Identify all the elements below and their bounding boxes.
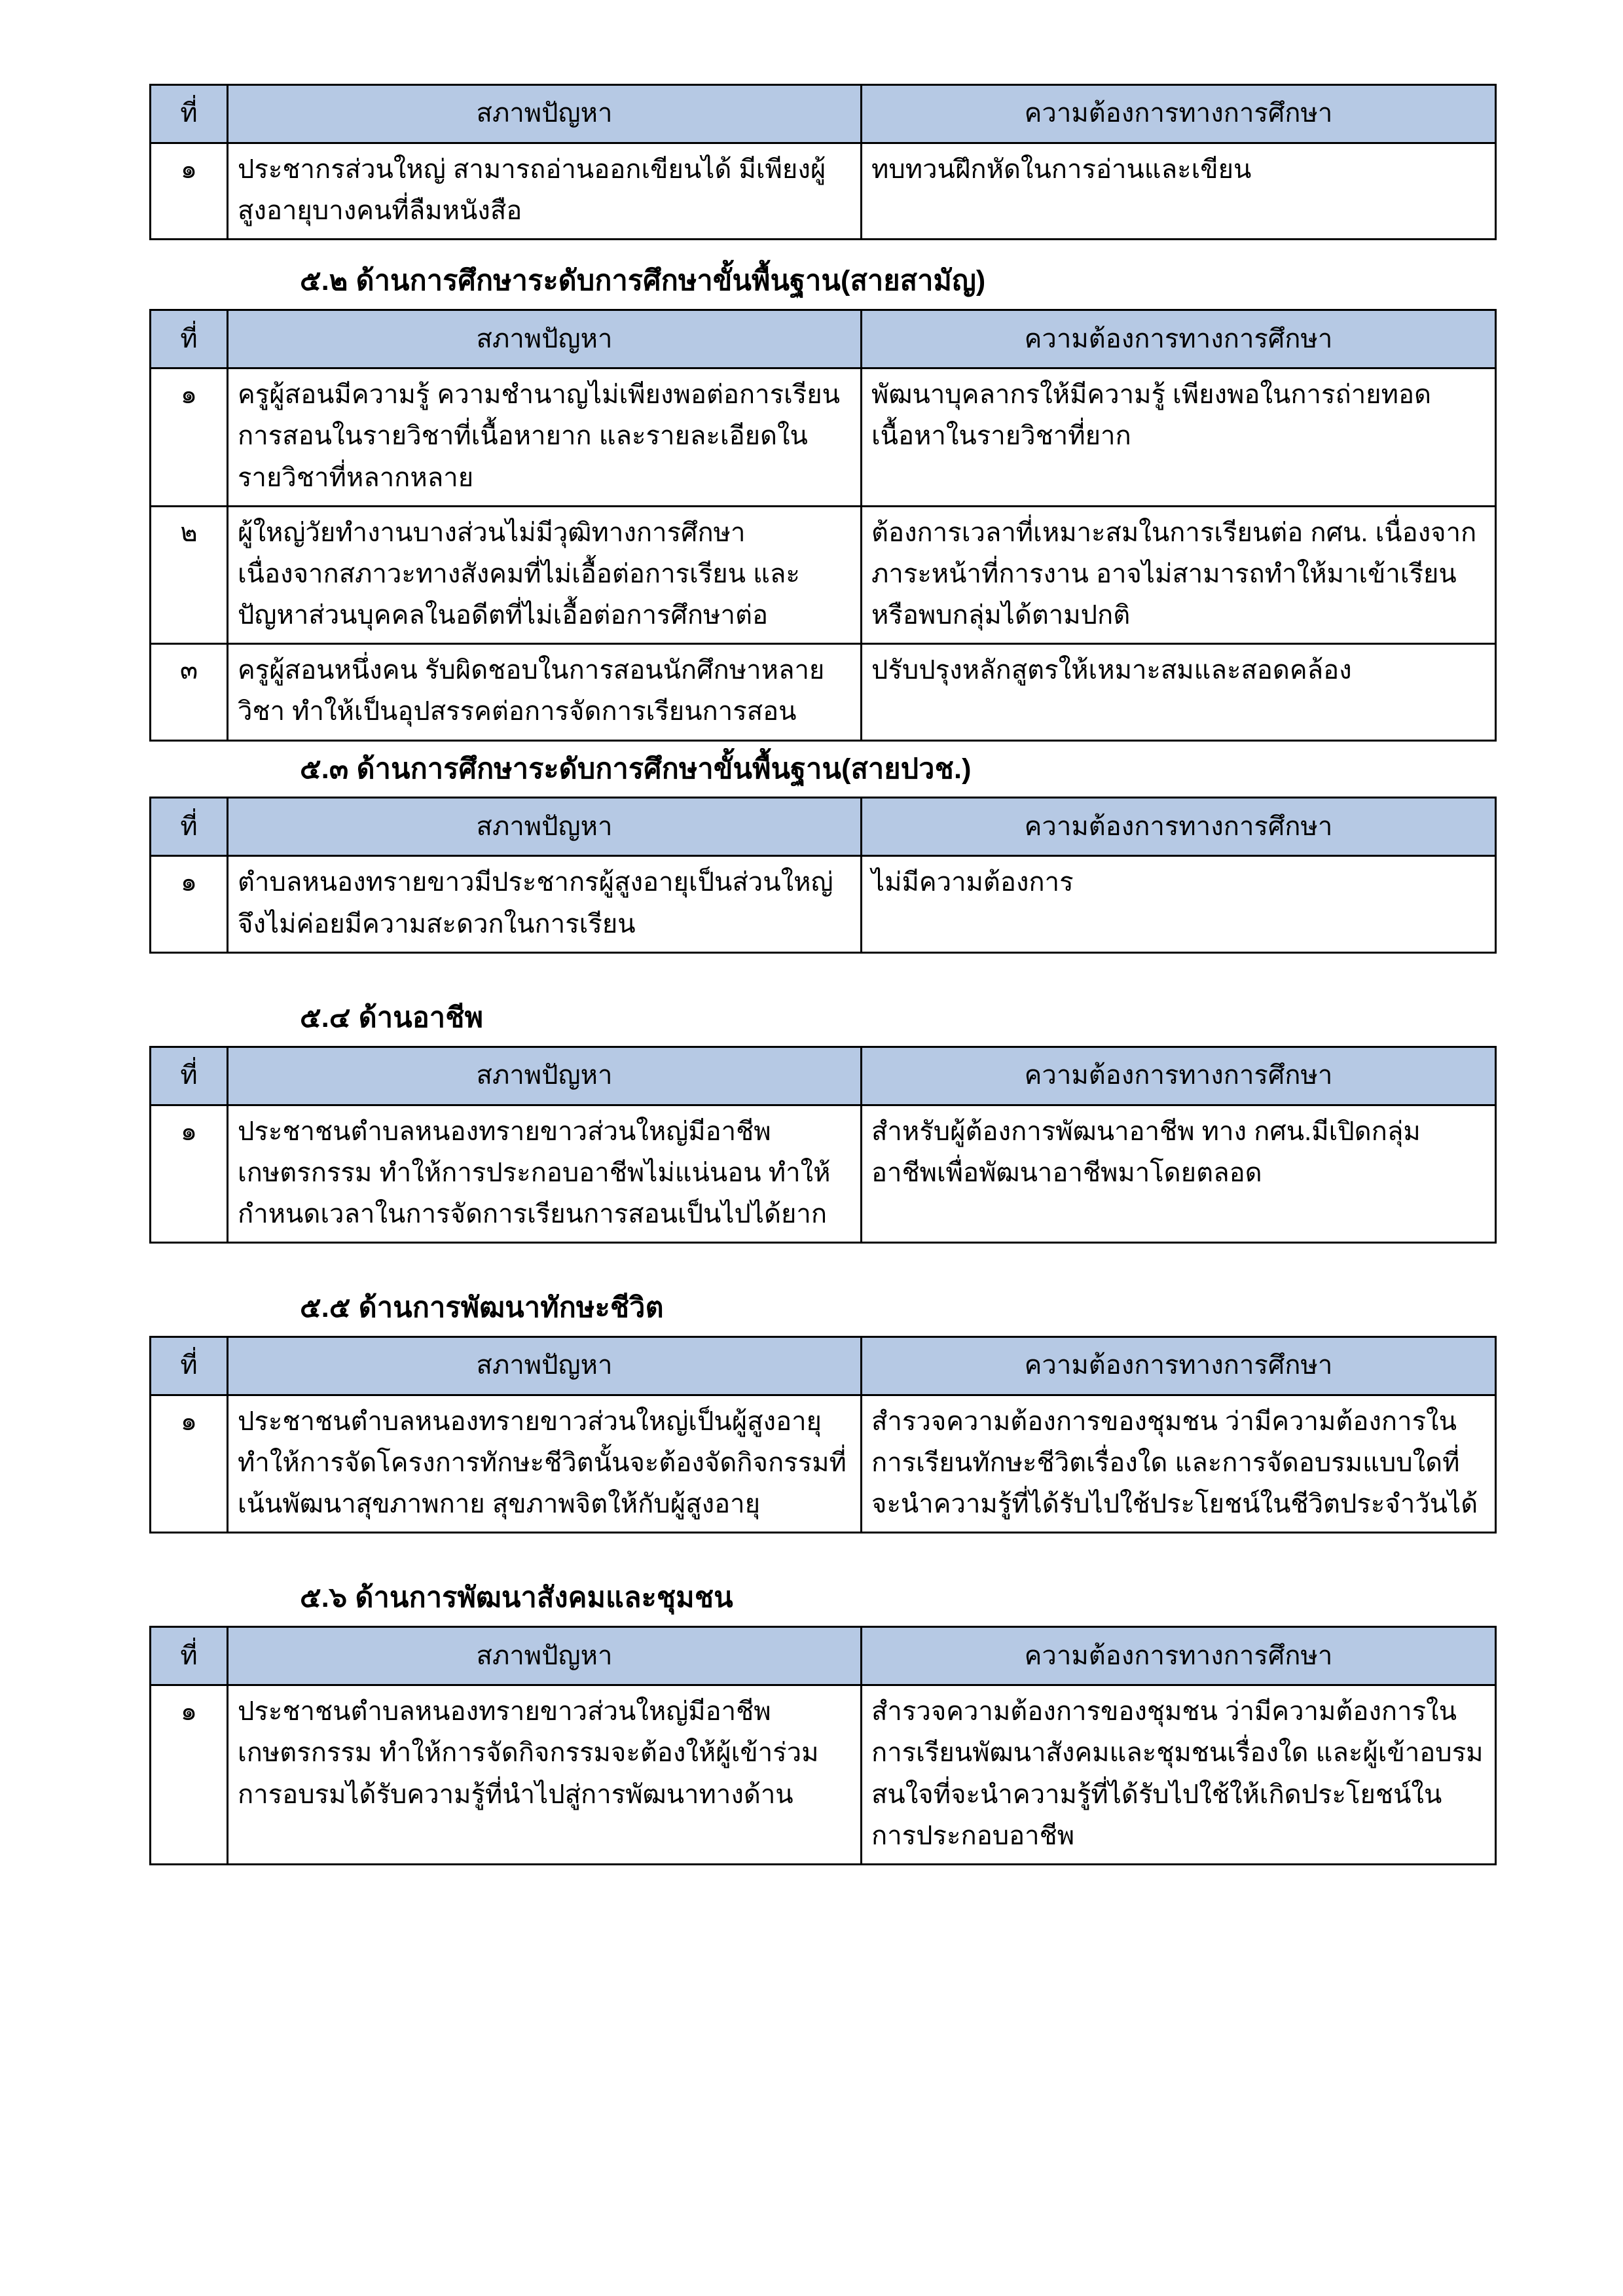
column-header-problem: สภาพปัญหา bbox=[228, 310, 862, 368]
needs-table-5-4 bbox=[149, 1046, 1497, 1244]
document-body bbox=[149, 84, 1495, 1865]
section-heading-5-6: ๕.๖ ด้านการพัฒนาสังคมและชุมชน bbox=[300, 1582, 733, 1614]
row-problem: ครูผู้สอนมีความรู้ ความชำนาญไม่เพียงพอต่อการเรียนการสอนในรายวิชาที่เนื้อหายาก และรายละเอียดในรายวิชาที่หลากหลาย bbox=[228, 368, 862, 507]
section-heading-5-4: ๕.๔ ด้านอาชีพ bbox=[300, 1001, 484, 1033]
row-problem: ประชาชนตำบลหนองทรายขาวส่วนใหญ่เป็นผู้สูงอายุ ทำให้การจัดโครงการทักษะชีวิตนั้นจะต้องจัดกิจกรรมที่เน้นพัฒนาสุขภาพกาย สุขภาพจิตให้กับผู้สูงอายุ bbox=[228, 1395, 862, 1533]
row-need: ทบทวนฝึกหัดในการอ่านและเขียน bbox=[862, 143, 1496, 240]
table-row bbox=[151, 506, 1496, 644]
needs-table-5-3 bbox=[149, 797, 1497, 953]
column-header-need: ความต้องการทางการศึกษา bbox=[862, 1047, 1496, 1105]
row-number: ๒ bbox=[151, 506, 228, 644]
row-number: ๑ bbox=[151, 1105, 228, 1243]
table-header-row bbox=[151, 1047, 1496, 1105]
column-header-need: ความต้องการทางการศึกษา bbox=[862, 310, 1496, 368]
row-number: ๑ bbox=[151, 143, 228, 240]
table-row bbox=[151, 1395, 1496, 1533]
section-heading-5-2: ๕.๒ ด้านการศึกษาระดับการศึกษาขั้นพื้นฐาน(สายสามัญ) bbox=[300, 265, 986, 297]
section-spacer bbox=[149, 1534, 1495, 1570]
table-row bbox=[151, 1685, 1496, 1865]
column-header-no: ที่ bbox=[151, 1627, 228, 1685]
row-problem: ประชาชนตำบลหนองทรายขาวส่วนใหญ่มีอาชีพเกษตรกรรม ทำให้การประกอบอาชีพไม่แน่นอน ทำให้กำหนดเวลาในการจัดการเรียนการสอนเป็นไปได้ยาก bbox=[228, 1105, 862, 1243]
column-header-no: ที่ bbox=[151, 310, 228, 368]
row-number: ๑ bbox=[151, 856, 228, 952]
column-header-problem: สภาพปัญหา bbox=[228, 1047, 862, 1105]
row-number: ๑ bbox=[151, 368, 228, 507]
row-problem: ประชาชนตำบลหนองทรายขาวส่วนใหญ่มีอาชีพเกษตรกรรม ทำให้การจัดกิจกรรมจะต้องให้ผู้เข้าร่วมการอบรมได้รับความรู้ที่นำไปสู่การพัฒนาทางด้าน bbox=[228, 1685, 862, 1865]
row-need: สำหรับผู้ต้องการพัฒนาอาชีพ ทาง กศน.มีเปิดกลุ่มอาชีพเพื่อพัฒนาอาชีพมาโดยตลอด bbox=[862, 1105, 1496, 1243]
table-header-row bbox=[151, 798, 1496, 856]
table-header-row bbox=[151, 85, 1496, 143]
column-header-no: ที่ bbox=[151, 798, 228, 856]
table-row bbox=[151, 143, 1496, 240]
row-need: ไม่มีความต้องการ bbox=[862, 856, 1496, 952]
row-need: สำรวจความต้องการของชุมชน ว่ามีความต้องการในการเรียนพัฒนาสังคมและชุมชนเรื่องใด และผู้เข้าอบรมสนใจที่จะนำความรู้ที่ได้รับไปใช้ให้เกิดประโยชน์ในการประกอบอาชีพ bbox=[862, 1685, 1496, 1865]
table-header-row bbox=[151, 310, 1496, 368]
table-row bbox=[151, 856, 1496, 952]
row-number: ๑ bbox=[151, 1395, 228, 1533]
column-header-need: ความต้องการทางการศึกษา bbox=[862, 85, 1496, 143]
section-heading-5-3: ๕.๓ ด้านการศึกษาระดับการศึกษาขั้นพื้นฐาน(สายปวช.) bbox=[300, 753, 972, 785]
column-header-problem: สภาพปัญหา bbox=[228, 1627, 862, 1685]
row-number: ๑ bbox=[151, 1685, 228, 1865]
row-problem: ตำบลหนองทรายขาวมีประชากรผู้สูงอายุเป็นส่วนใหญ่ จึงไม่ค่อยมีความสะดวกในการเรียน bbox=[228, 856, 862, 952]
row-need: สำรวจความต้องการของชุมชน ว่ามีความต้องการในการเรียนทักษะชีวิตเรื่องใด และการจัดอบรมแบบใดที่จะนำความรู้ที่ได้รับไปใช้ประโยชน์ในชีวิตประจำวันได้ bbox=[862, 1395, 1496, 1533]
row-problem: ครูผู้สอนหนึ่งคน รับผิดชอบในการสอนนักศึกษาหลายวิชา ทำให้เป็นอุปสรรคต่อการจัดการเรียนการสอน bbox=[228, 644, 862, 740]
row-need: ต้องการเวลาที่เหมาะสมในการเรียนต่อ กศน. เนื่องจากภาระหน้าที่การงาน อาจไม่สามารถทำให้มาเข้าเรียน หรือพบกลุ่มได้ตามปกติ bbox=[862, 506, 1496, 644]
needs-table-5-5 bbox=[149, 1336, 1497, 1534]
row-need: ปรับปรุงหลักสูตรให้เหมาะสมและสอดคล้อง bbox=[862, 644, 1496, 740]
row-problem: ผู้ใหญ่วัยทำงานบางส่วนไม่มีวุฒิทางการศึกษา เนื่องจากสภาวะทางสังคมที่ไม่เอื้อต่อการเรียน และปัญหาส่วนบุคคลในอดีตที่ไม่เอื้อต่อการศึกษาต่อ bbox=[228, 506, 862, 644]
section-spacer bbox=[149, 954, 1495, 990]
needs-table-5-6 bbox=[149, 1626, 1497, 1865]
column-header-no: ที่ bbox=[151, 1047, 228, 1105]
row-need: พัฒนาบุคลากรให้มีความรู้ เพียงพอในการถ่ายทอดเนื้อหาในรายวิชาที่ยาก bbox=[862, 368, 1496, 507]
column-header-problem: สภาพปัญหา bbox=[228, 85, 862, 143]
row-number: ๓ bbox=[151, 644, 228, 740]
column-header-need: ความต้องการทางการศึกษา bbox=[862, 1627, 1496, 1685]
table-row bbox=[151, 1105, 1496, 1243]
table-row bbox=[151, 368, 1496, 507]
row-problem: ประชากรส่วนใหญ่ สามารถอ่านออกเขียนได้ มีเพียงผู้สูงอายุบางคนที่ลืมหนังสือ bbox=[228, 143, 862, 240]
section-spacer bbox=[149, 1244, 1495, 1280]
column-header-problem: สภาพปัญหา bbox=[228, 1336, 862, 1395]
column-header-problem: สภาพปัญหา bbox=[228, 798, 862, 856]
column-header-no: ที่ bbox=[151, 85, 228, 143]
column-header-need: ความต้องการทางการศึกษา bbox=[862, 798, 1496, 856]
table-row bbox=[151, 644, 1496, 740]
column-header-no: ที่ bbox=[151, 1336, 228, 1395]
column-header-need: ความต้องการทางการศึกษา bbox=[862, 1336, 1496, 1395]
table-header-row bbox=[151, 1627, 1496, 1685]
section-heading-5-5: ๕.๕ ด้านการพัฒนาทักษะชีวิต bbox=[300, 1292, 664, 1324]
table-header-row bbox=[151, 1336, 1496, 1395]
needs-table-5-2 bbox=[149, 309, 1497, 742]
needs-table-5-1 bbox=[149, 84, 1497, 240]
